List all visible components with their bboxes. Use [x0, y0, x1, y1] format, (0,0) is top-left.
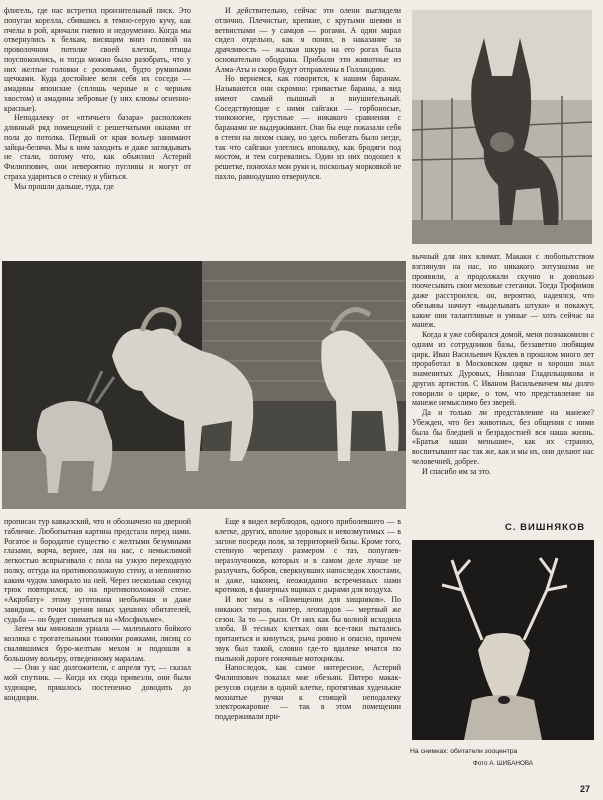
text-column-1-bottom: [4, 517, 191, 795]
paragraph: Мы прошли дальше, туда, где: [14, 181, 114, 191]
paragraph: Еще я видел верблюдов, одного приболевшего — в клетке, других, вполне здоровых и невозмутимых — в загоне посреди поля, за территорией базы. Кроме того, степную черепаху размером с таз, попугаев-неразлучников, которых и в самом деле лучше не разлучать, бобров, сверкнувших напоследок хвостами, и даже, наконец, неожиданно встреченных нами кротиков, в фанерных ящиках с дырами для воздуха.: [215, 517, 401, 595]
text-column-2-top: [215, 6, 401, 258]
paragraph: Когда я уже собирался домой, меня познакомили с одним из сотрудников базы, беззаветно любящим цирк. Иван Васильевич Куклев в прошлом много лет проработал в Московском цирке и хорошо знал знаменитых Дуровых, Николая Гладильщикова и других артистов. С Иваном Васильевичем мы долго говорили о цирке, о том, что представление на манеже немыслимо без зверей.: [412, 330, 594, 408]
paragraph: Но вернемся, как говорится, к нашим баранам. Называются они скромно: гривастые бараны, а вид имеют самый пышный и внушительный. Соседствующие с ними сайгаки — горбоносые, тонконогие, грустные — никакого сравнения с баранами не выдерживают. Они бы еще показали себя в степи на лихом скаку, но здесь побегать было негде, так что сайгаки улеглись вповалку, как бродяги под мостом, и тем согревались. Один из них подошел к решетке, понюхал мои руки и, поскольку морковкой не пахло, равнодушно отвернулся.: [215, 74, 401, 181]
paragraph: Затем мы миновали урнала — маленького бойкого козлика с трогательными тонкими рожками, лисиц со свалявшимся буро-желтым мехом и подошли к большому вольеру, отведенному маралам.: [4, 624, 191, 663]
photo-donkey: [412, 10, 592, 244]
paragraph: И вот мы в «Помещении для хищников». По никаких тигров, пантер, леопардов — мертвый же сезон. За то — рыси. От них как бы волной исходила злоба. В тесных клетках они все-таки пытались притаиться и кинуться, рыча ровно и опасно, причем звук был такой, словно где-то вдалеке мчатся по пыльной дороге гоночные мотоциклы.: [215, 595, 401, 663]
paragraph: флигель, где нас встретил пронзительный писк. Это попугаи корелла, сбившись в темно-серую кучу, как пчелы в рой, кричали гневно и недоуменно. Когда мы отвернулись к белкам, висящим вниз головой на проволочном потолке своей клетки, птицы поуспокоились, и тогда можно было разобрать, что у них желтые головки с розовыми, будто румяными щечками. Куда достойнее вели себя их соседи — амадины японские (сплошь черные и с черным хвостом) и амадины зебровые (у них клювы огненно-красные).: [4, 6, 191, 113]
paragraph: Да и только ли представление на манеже? Убежден, что без животных, без общения с ними была бы бледней и безрадостней вся наша жизнь. «Братья наши меньшие», как их странно, воспитывают нас так же, как и мы их, они делают нас человечней, добрее.: [412, 408, 594, 466]
photo-caption: На снимках: обитатели зооцентра: [410, 748, 518, 755]
paragraph: вычный для них климат. Макаки с любопытством взглянули на нас, но никакого энтузиазма не проявили, а продолжали скучно и довольно поочесывать свои меховые стеганки. Тогда Трофимов даже расстроился, он, вероятно, надеялся, что обезьяны начнут «выделывать штуки» и покажут, какие они талантливые и умные — хоть сейчас на манеж.: [412, 252, 594, 330]
author-signature: С. ВИШНЯКОВ: [505, 522, 586, 533]
paragraph: И действительно, сейчас эти олени выглядели отлично. Плечистые, крепкие, с крутыми шеями и ветвистыми — у самцов — рогами. А один марал сидел отдельно, как я понял, в наказание за драчливость — жалкая шкура на его рогах была основательно ободрана. Прибыли эти животные из Алма-Аты и скоро будут отправлены в Голландию.: [215, 6, 401, 74]
text-column-2-bottom: [215, 517, 401, 795]
text-column-1-top: [4, 6, 191, 258]
paragraph: прописан тур кавказский, что и обозначено на дверной табличке. Любопытная картина предстала перед нами. Рогатое и бородатое существо с желтыми безумными глазами, ворча, вернее, лая на нас, с немыслимой легкостью вспрыгивало с пола на узкую переходную полку, оттуда на противоположную стену, и непонятно каким чудом замирало на ней. Через несколько секунд трюк повторился, но на противоположной стене. «Акробату» этому уготована необычная и даже завидная, с точки зрения иных здешних обитателей, судьба — он будет сниматься на «Мосфильме».: [4, 517, 191, 624]
text-column-3-middle: [412, 252, 594, 520]
paragraph: Неподалеку от «птичьего базара» расположен длинный ряд помещений с решетчатыми окнами от пола до потолка. Первый от края вольер занимают зайцы-белячи. Мы к ним заходить и даже заглядывать не стали, потому что, как объяснил Астерий Филиппович, они невероятно пугливы и могут от страха удариться о стенку и убиться.: [4, 113, 191, 181]
page-number: 27: [580, 784, 591, 794]
photo-credit: Фото А. ШИБАНОВА: [473, 760, 534, 767]
photo-rams-and-goats: [2, 261, 406, 509]
photo-deer: [412, 540, 594, 740]
paragraph: И спасибо им за это.: [422, 466, 491, 476]
paragraph: Напоследок, как самое интересное, Астерий Филиппович показал мне обезьян. Пятеро макак-резусов сидели в одной клетке, протягивая худенькие мохнатые ручки к стоящей неподалеку электрожаровне — так в этом помещении поддерживали при-: [215, 663, 401, 721]
paragraph: — Они у нас долгожители, с апреля тут, — сказал мой спутник. — Когда их сюда привезли, они были худющие, пришлось постепенно доводить до кондиции.: [4, 663, 191, 702]
